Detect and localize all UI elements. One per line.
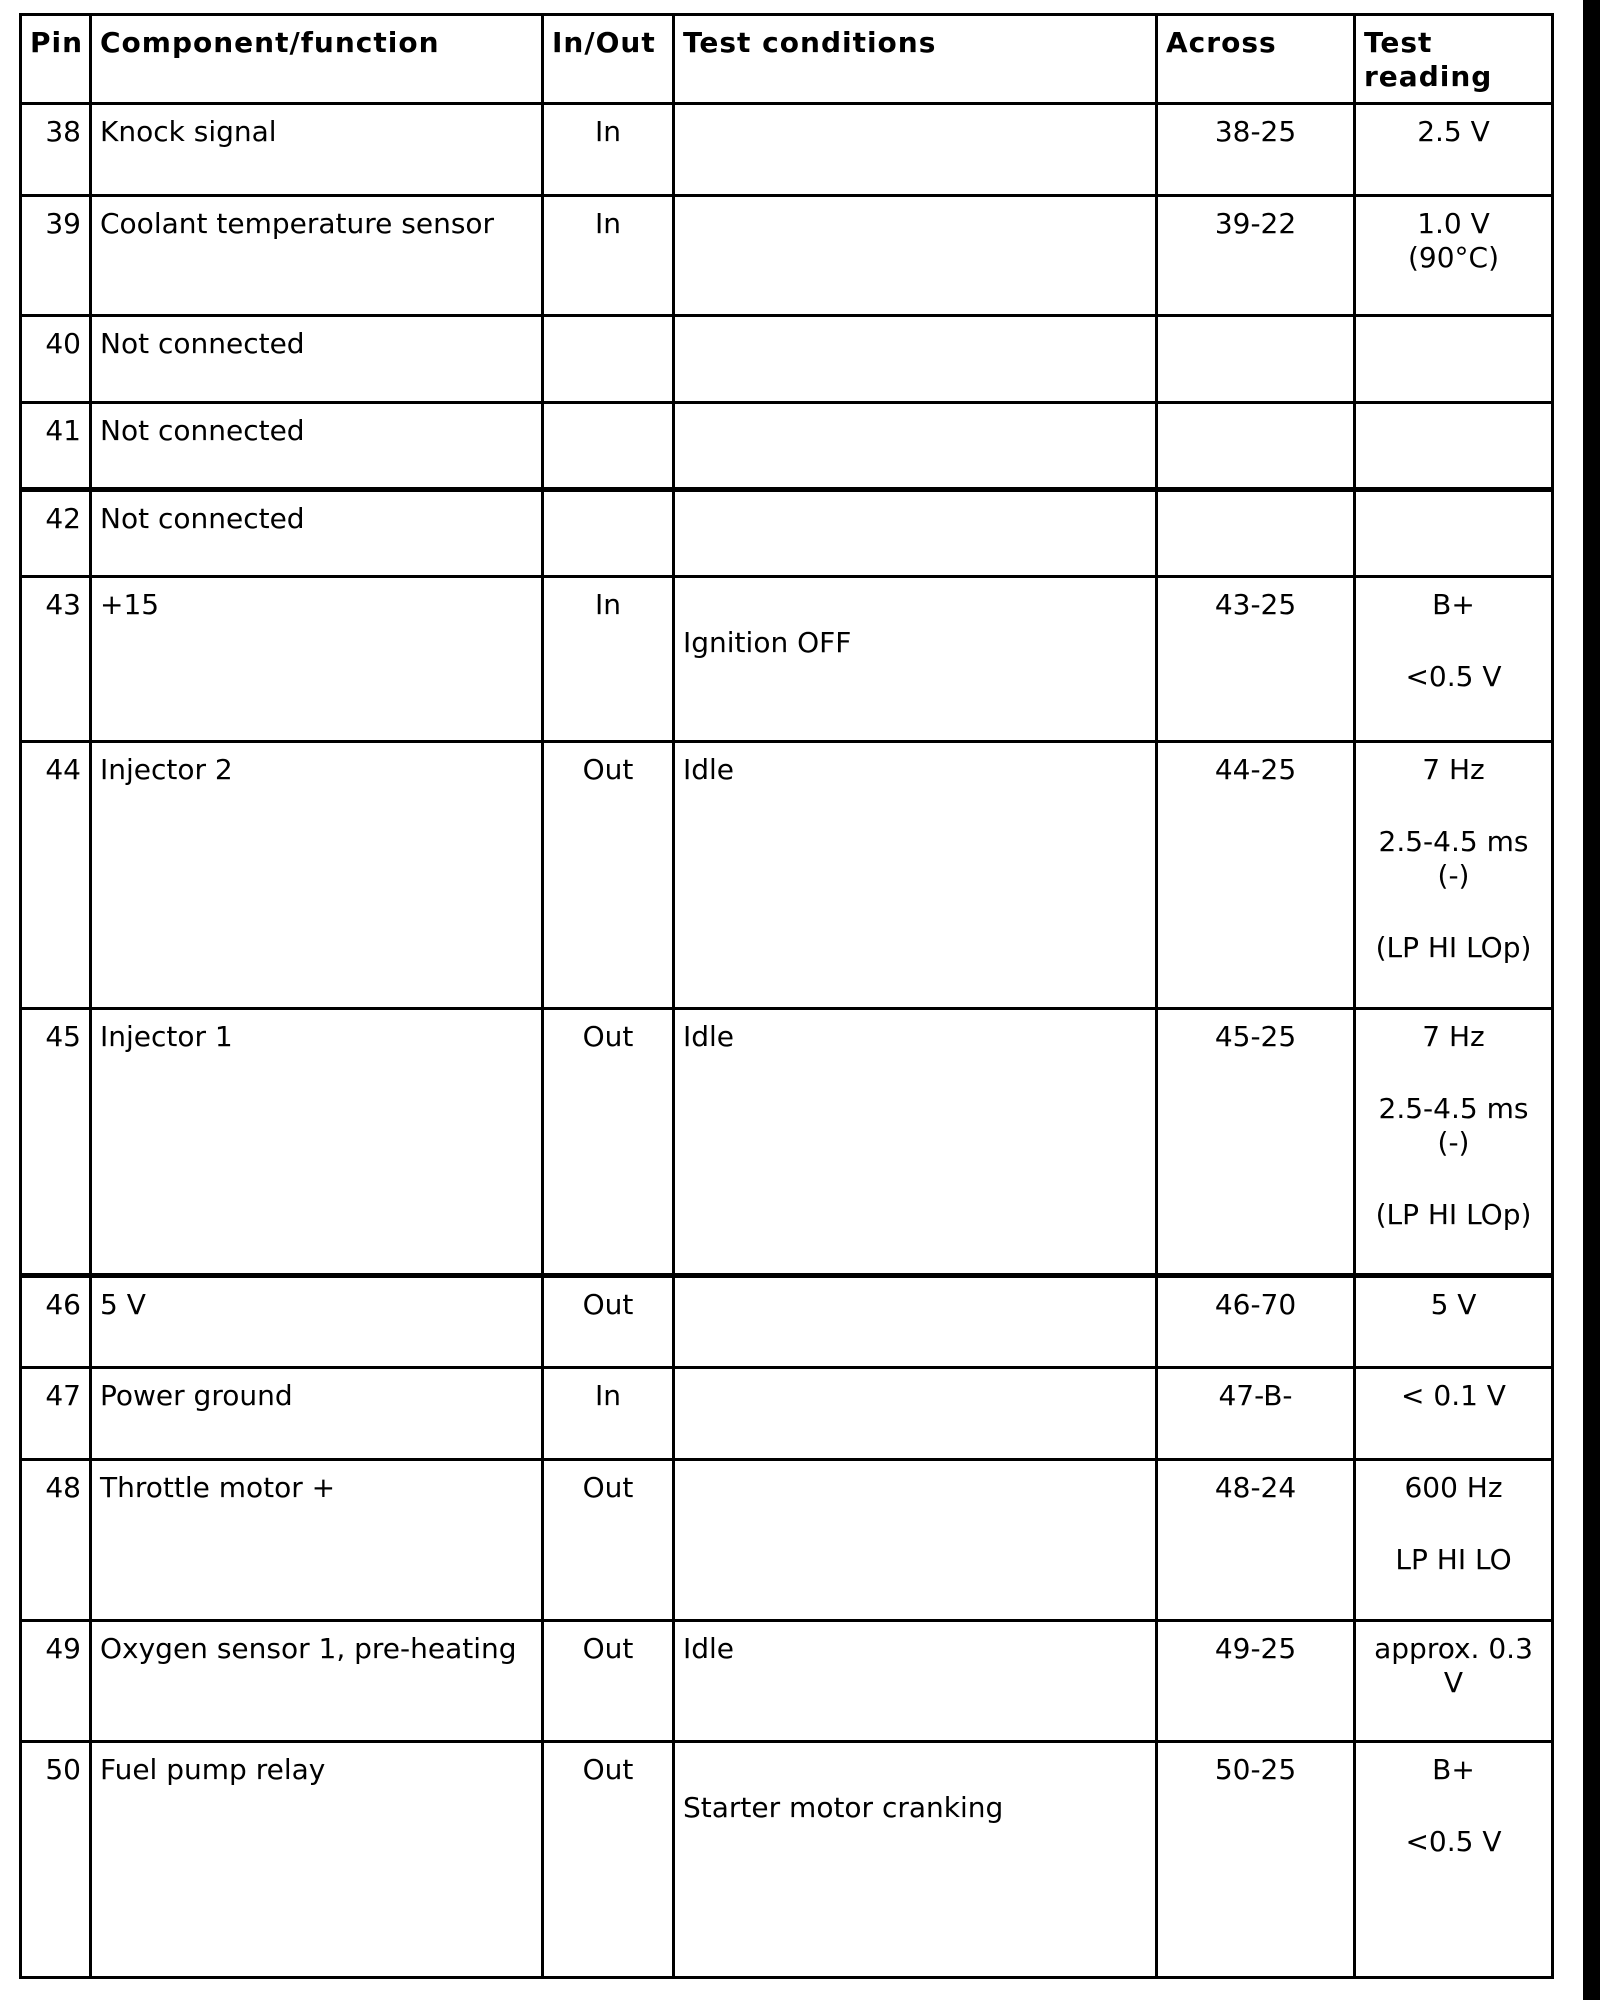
table-row [21, 1276, 1553, 1368]
inout-cell [543, 403, 674, 490]
across-cell [1157, 490, 1355, 577]
pin-number: 49 [21, 1621, 91, 1742]
pin-number: 50 [21, 1742, 91, 1978]
table-row [21, 316, 1553, 403]
conditions-cell: Starter motor cranking [674, 1742, 1157, 1978]
conditions-cell [674, 1460, 1157, 1621]
header-inout: In/Out [543, 15, 674, 104]
table-row [21, 403, 1553, 490]
pin-number: 44 [21, 742, 91, 1009]
conditions-cell [674, 316, 1157, 403]
across-cell: 45-25 [1157, 1009, 1355, 1276]
component-cell: Not connected [91, 403, 543, 490]
header-component: Component/function [91, 15, 543, 104]
component-cell: Throttle motor + [91, 1460, 543, 1621]
header-across: Across [1157, 15, 1355, 104]
table-row [21, 490, 1553, 577]
across-cell [1157, 316, 1355, 403]
across-cell: 46-70 [1157, 1276, 1355, 1368]
across-cell: 48-24 [1157, 1460, 1355, 1621]
inout-cell: In [543, 196, 674, 316]
page-edge-bar [1583, 0, 1600, 2000]
table-row [21, 742, 1553, 1009]
inout-cell [543, 316, 674, 403]
conditions-cell [674, 1368, 1157, 1460]
table-row [21, 196, 1553, 316]
reading-cell: 7 Hz 2.5-4.5 ms (-) (LP HI LOp) [1355, 1009, 1553, 1276]
component-cell: Oxygen sensor 1, pre-heating [91, 1621, 543, 1742]
table-row [21, 104, 1553, 196]
across-cell: 49-25 [1157, 1621, 1355, 1742]
conditions-cell [674, 1276, 1157, 1368]
reading-cell: approx. 0.3 V [1355, 1621, 1553, 1742]
component-cell: Fuel pump relay [91, 1742, 543, 1978]
pin-number: 45 [21, 1009, 91, 1276]
inout-cell: Out [543, 1009, 674, 1276]
pin-number: 40 [21, 316, 91, 403]
table-row [21, 1742, 1553, 1978]
component-cell: Not connected [91, 316, 543, 403]
pin-number: 46 [21, 1276, 91, 1368]
component-cell: Not connected [91, 490, 543, 577]
across-cell: 39-22 [1157, 196, 1355, 316]
reading-cell: 600 Hz LP HI LO [1355, 1460, 1553, 1621]
reading-cell [1355, 316, 1553, 403]
conditions-cell: Idle [674, 1009, 1157, 1276]
pin-number: 41 [21, 403, 91, 490]
reading-cell: < 0.1 V [1355, 1368, 1553, 1460]
component-cell: +15 [91, 577, 543, 742]
conditions-cell: Idle [674, 742, 1157, 1009]
component-cell: Coolant temperature sensor [91, 196, 543, 316]
inout-cell: In [543, 104, 674, 196]
pin-number: 43 [21, 577, 91, 742]
inout-cell: Out [543, 742, 674, 1009]
conditions-cell [674, 104, 1157, 196]
table-row [21, 1368, 1553, 1460]
pin-test-table [19, 13, 1554, 1979]
reading-cell: 1.0 V (90°C) [1355, 196, 1553, 316]
header-pin: Pin [21, 15, 91, 104]
inout-cell: Out [543, 1742, 674, 1978]
reading-cell: 7 Hz 2.5-4.5 ms (-) (LP HI LOp) [1355, 742, 1553, 1009]
component-cell: Injector 1 [91, 1009, 543, 1276]
header-conditions: Test conditions [674, 15, 1157, 104]
inout-cell: Out [543, 1621, 674, 1742]
inout-cell: In [543, 1368, 674, 1460]
inout-cell: Out [543, 1276, 674, 1368]
reading-cell: B+ <0.5 V [1355, 577, 1553, 742]
pin-number: 39 [21, 196, 91, 316]
pin-number: 47 [21, 1368, 91, 1460]
table-row [21, 1009, 1553, 1276]
component-cell: 5 V [91, 1276, 543, 1368]
across-cell: 47-B- [1157, 1368, 1355, 1460]
pin-number: 48 [21, 1460, 91, 1621]
reading-cell: 2.5 V [1355, 104, 1553, 196]
conditions-cell: Ignition OFF [674, 577, 1157, 742]
component-cell: Power ground [91, 1368, 543, 1460]
reading-cell: 5 V [1355, 1276, 1553, 1368]
conditions-cell [674, 196, 1157, 316]
reading-cell: B+ <0.5 V [1355, 1742, 1553, 1978]
pin-number: 42 [21, 490, 91, 577]
table-row [21, 577, 1553, 742]
reading-cell [1355, 403, 1553, 490]
across-cell: 43-25 [1157, 577, 1355, 742]
across-cell: 50-25 [1157, 1742, 1355, 1978]
table-row [21, 1460, 1553, 1621]
component-cell: Injector 2 [91, 742, 543, 1009]
across-cell [1157, 403, 1355, 490]
component-cell: Knock signal [91, 104, 543, 196]
conditions-cell: Idle [674, 1621, 1157, 1742]
inout-cell [543, 490, 674, 577]
table-row [21, 1621, 1553, 1742]
conditions-cell [674, 403, 1157, 490]
header-row [21, 15, 1553, 104]
pin-number: 38 [21, 104, 91, 196]
across-cell: 38-25 [1157, 104, 1355, 196]
inout-cell: In [543, 577, 674, 742]
header-reading: Test reading [1355, 15, 1553, 104]
across-cell: 44-25 [1157, 742, 1355, 1009]
conditions-cell [674, 490, 1157, 577]
reading-cell [1355, 490, 1553, 577]
inout-cell: Out [543, 1460, 674, 1621]
